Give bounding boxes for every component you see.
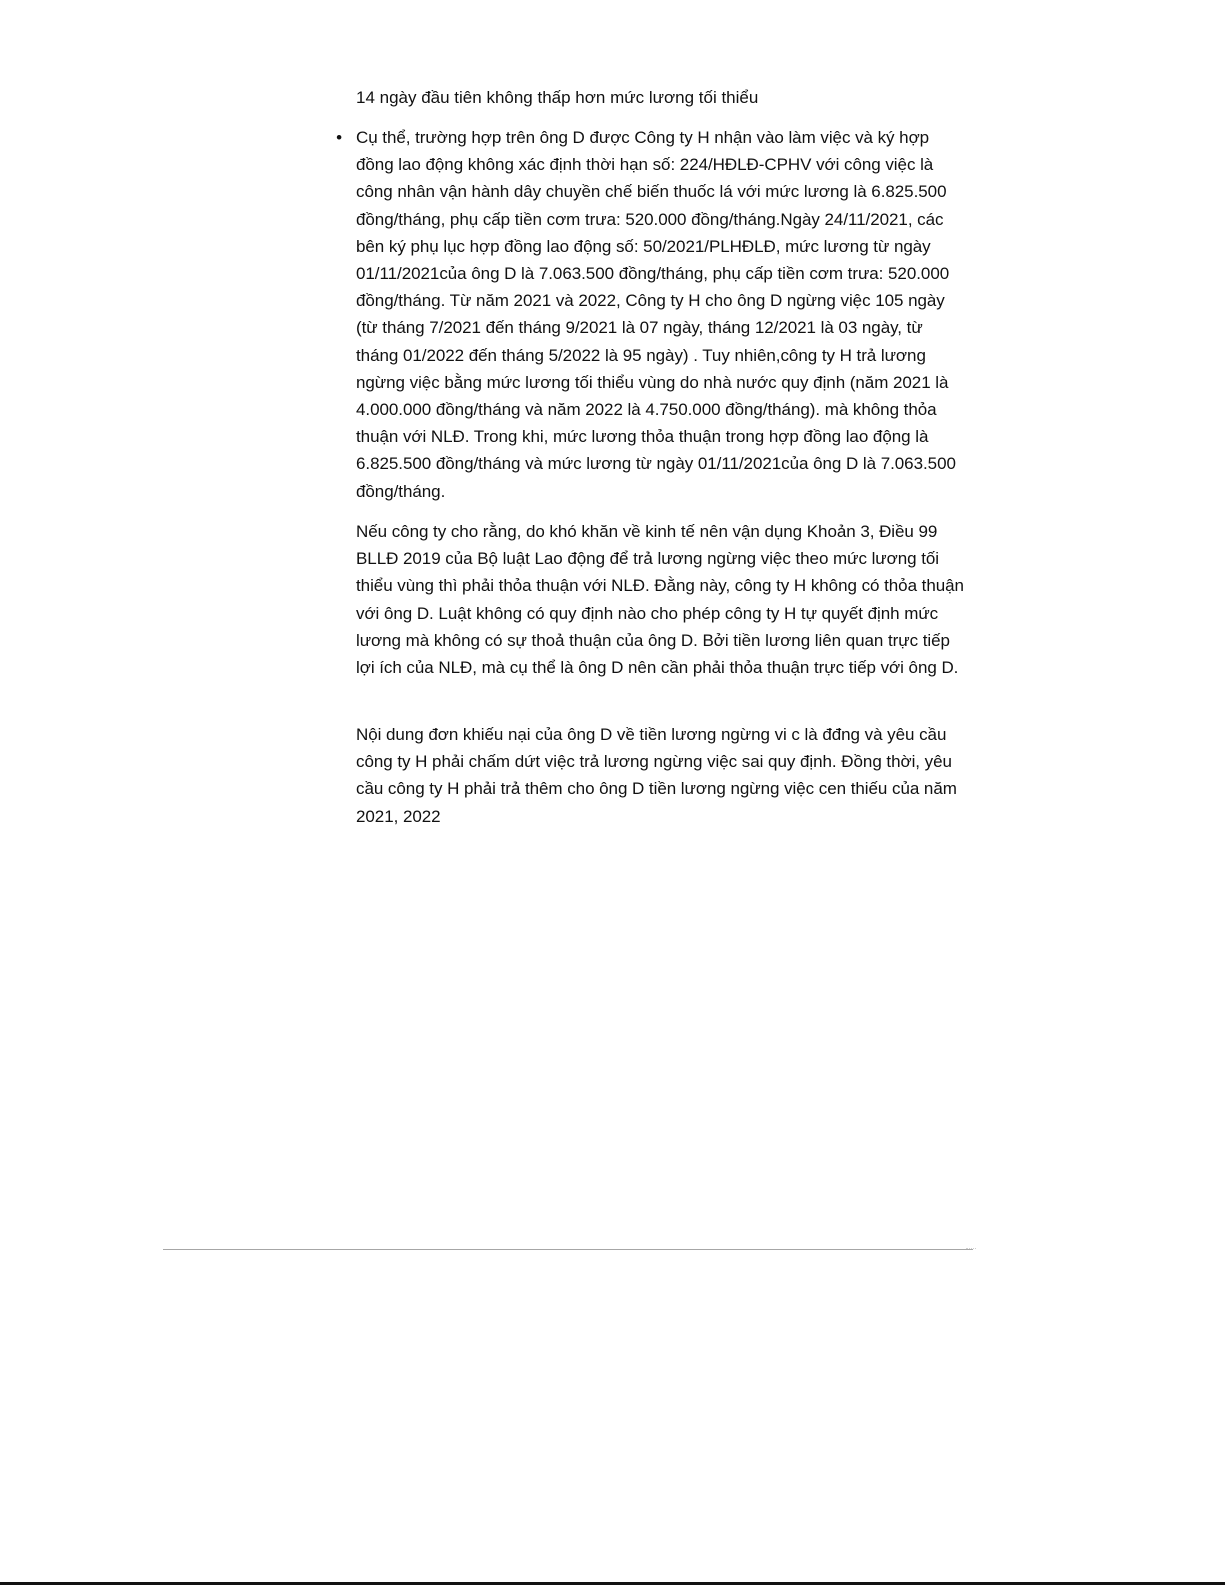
intro-line: 14 ngày đầu tiên không thấp hơn mức lương tối thiểu bbox=[356, 88, 759, 107]
section-divider bbox=[163, 1249, 973, 1250]
paragraph: Nếu công ty cho rằng, do khó khăn về kinh tế nên vận dụng Khoản 3, Điều 99 BLLĐ 2019 của Bộ luật Lao động để trả lương ngừng việc theo mức lương tối thiểu vùng thì phải thỏa thuận với NLĐ. Đằng này, công ty H không có thỏa thuận với ông D. Luật không có quy định nào cho phép công ty H tự quyết định mức lương mà không có sự thoả thuận của ông D. Bởi tiền lương liên quan trực tiếp lợi ích của NLĐ, mà cụ thể là ông D nên cần phải thỏa thuận trực tiếp với ông D. bbox=[356, 522, 964, 678]
paragraph-text: Cụ thể, trường hợp trên ông D được Công ty H nhận vào làm việc và ký hợp đồng lao động không xác định thời hạn số: 224/HĐLĐ-CPHV với công việc là công nhân vận hành dây chuyền chế biến thuốc lá với mức lương là 6.825.500 đồng/tháng, phụ cấp tiền cơm trưa: 520.000 đồng/tháng.Ngày 24/11/2021, các bên ký phụ lục hợp đồng lao động số: 50/2021/PLHĐLĐ, mức lương từ ngày 01/11/2021của ông D là 7.063.500 đồng/tháng, phụ cấp tiền cơm trưa: 520.000 đồng/tháng. Từ năm 2021 và 2022, Công ty H cho ông D ngừng việc 105 ngày (từ tháng 7/2021 đến tháng 9/2021 là 07 ngày, tháng 12/2021 là 03 ngày, từ tháng 01/2022 đến tháng 5/2022 là 95 ngày) . Tuy nhiên,công ty H trả lương ngừng việc bằng mức lương tối thiểu vùng do nhà nước quy định (năm 2021 là 4.000.000 đồng/tháng và năm 2022 là 4.750.000 đồng/tháng). mà không thỏa thuận với NLĐ. Trong khi, mức lương thỏa thuận trong hợp đồng lao động là 6.825.500 đồng/tháng và mức lương từ ngày 01/11/2021của ông D là 7.063.500 đồng/tháng. bbox=[356, 128, 956, 501]
divider-tail bbox=[966, 1248, 976, 1249]
paragraph: Nội dung đơn khiếu nại của ông D về tiền lương ngừng vi c là đđng và yêu cầu công ty H phải chấm dứt việc trả lương ngừng việc sai quy định. Đồng thời, yêu cầu công ty H phải trả thêm cho ông D tiền lương ngừng việc cen thiếu của năm 2021, 2022 bbox=[356, 725, 957, 826]
bullet-paragraph bbox=[336, 124, 968, 505]
bullet-icon: • bbox=[336, 128, 342, 147]
